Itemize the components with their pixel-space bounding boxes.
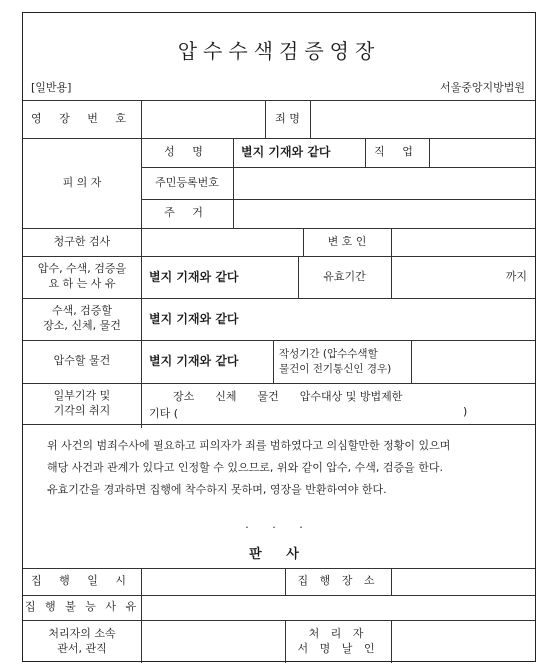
reason-label-line2: 요 하 는 사 유 xyxy=(48,277,116,290)
place-value: 별지 기재와 같다 xyxy=(149,311,239,326)
form-type-label: [일반용] xyxy=(31,81,72,94)
statement-line: 해당 사건과 관계가 있다고 인정할 수 있으므로, 위와 같이 압수, 수색, 검증을 한다. xyxy=(47,461,443,474)
warrant-form xyxy=(22,12,536,662)
form-title: 압수수색검증영장 xyxy=(177,39,381,63)
line xyxy=(233,138,234,228)
judge-label: 판 사 xyxy=(249,547,309,562)
statement-line: 위 사건의 범죄수사에 필요하고 피의자가 죄를 범하였다고 의심할만한 정황이 있으며 xyxy=(47,439,451,452)
exec-date-label: 집 행 일 시 xyxy=(31,574,133,588)
valid-until-text: 까지 xyxy=(505,269,527,283)
partial-rejection-label xyxy=(23,383,141,424)
period-note xyxy=(273,340,411,383)
valid-period-label: 유효기간 xyxy=(323,269,366,283)
line xyxy=(23,424,535,425)
court-name: 서울중앙지방법원 xyxy=(439,81,525,94)
handler-line1: 처 리 자 xyxy=(308,626,368,640)
period-note-line1: 작성기간 (압수수색할 xyxy=(279,348,378,361)
handler-org-label xyxy=(23,620,141,663)
place-label-line2: 장소, 신체, 물건 xyxy=(43,319,121,332)
lawyer-label: 변 호 인 xyxy=(327,234,367,248)
items-value: 별지 기재와 같다 xyxy=(149,354,239,369)
partial-other: 기타 ( xyxy=(149,407,179,420)
place-label xyxy=(23,298,141,340)
warrant-statement xyxy=(47,435,521,501)
exec-place-label: 집 행 장 소 xyxy=(297,574,379,588)
line xyxy=(391,228,392,256)
place-label-line1: 수색, 검증할 xyxy=(51,304,113,318)
statement-line: 유효기간을 경과하면 집행에 착수하지 못하며, 영장을 반환하여야 한다. xyxy=(47,483,387,496)
failure-reason-label: 집 행 불 능 사 유 xyxy=(24,600,140,614)
dots: · · · xyxy=(245,521,313,534)
line xyxy=(411,340,412,383)
address-label: 주 거 xyxy=(164,206,210,220)
period-note-line2: 물건이 전기통신인 경우) xyxy=(279,362,392,375)
resident-number-label: 주민등록번호 xyxy=(155,175,219,189)
occupation-label: 직 업 xyxy=(374,145,420,159)
line xyxy=(310,100,311,138)
handler-org-line2: 관서, 관직 xyxy=(57,641,107,655)
reason-label-line1: 압수, 수색, 검증을 xyxy=(37,262,127,276)
charge-label: 죄 명 xyxy=(275,111,300,125)
line xyxy=(429,138,430,167)
partial-other-close: ) xyxy=(463,405,468,418)
line xyxy=(141,568,142,663)
items-label: 압수할 물건 xyxy=(53,354,111,368)
handler-line2: 서 명 날 인 xyxy=(297,641,379,655)
line xyxy=(391,568,392,595)
name-label: 성 명 xyxy=(164,145,210,159)
prosecutor-label: 청구한 검사 xyxy=(53,234,111,248)
line xyxy=(391,620,392,663)
handler-label xyxy=(285,620,391,663)
handler-org-line1: 처리자의 소속 xyxy=(48,626,116,640)
name-value: 별지 기재와 같다 xyxy=(241,145,331,160)
case-number-label: 영 장 번 호 xyxy=(31,111,133,125)
partial-label-line2: 기각의 취지 xyxy=(53,403,111,417)
reason-label xyxy=(23,256,141,298)
partial-label-line1: 일부기각 및 xyxy=(53,388,111,402)
reason-value: 별지 기재와 같다 xyxy=(149,269,239,284)
partial-options: 장소 신체 물건 압수대상 및 방법제한 xyxy=(173,390,403,403)
suspect-label: 피 의 자 xyxy=(62,175,102,189)
